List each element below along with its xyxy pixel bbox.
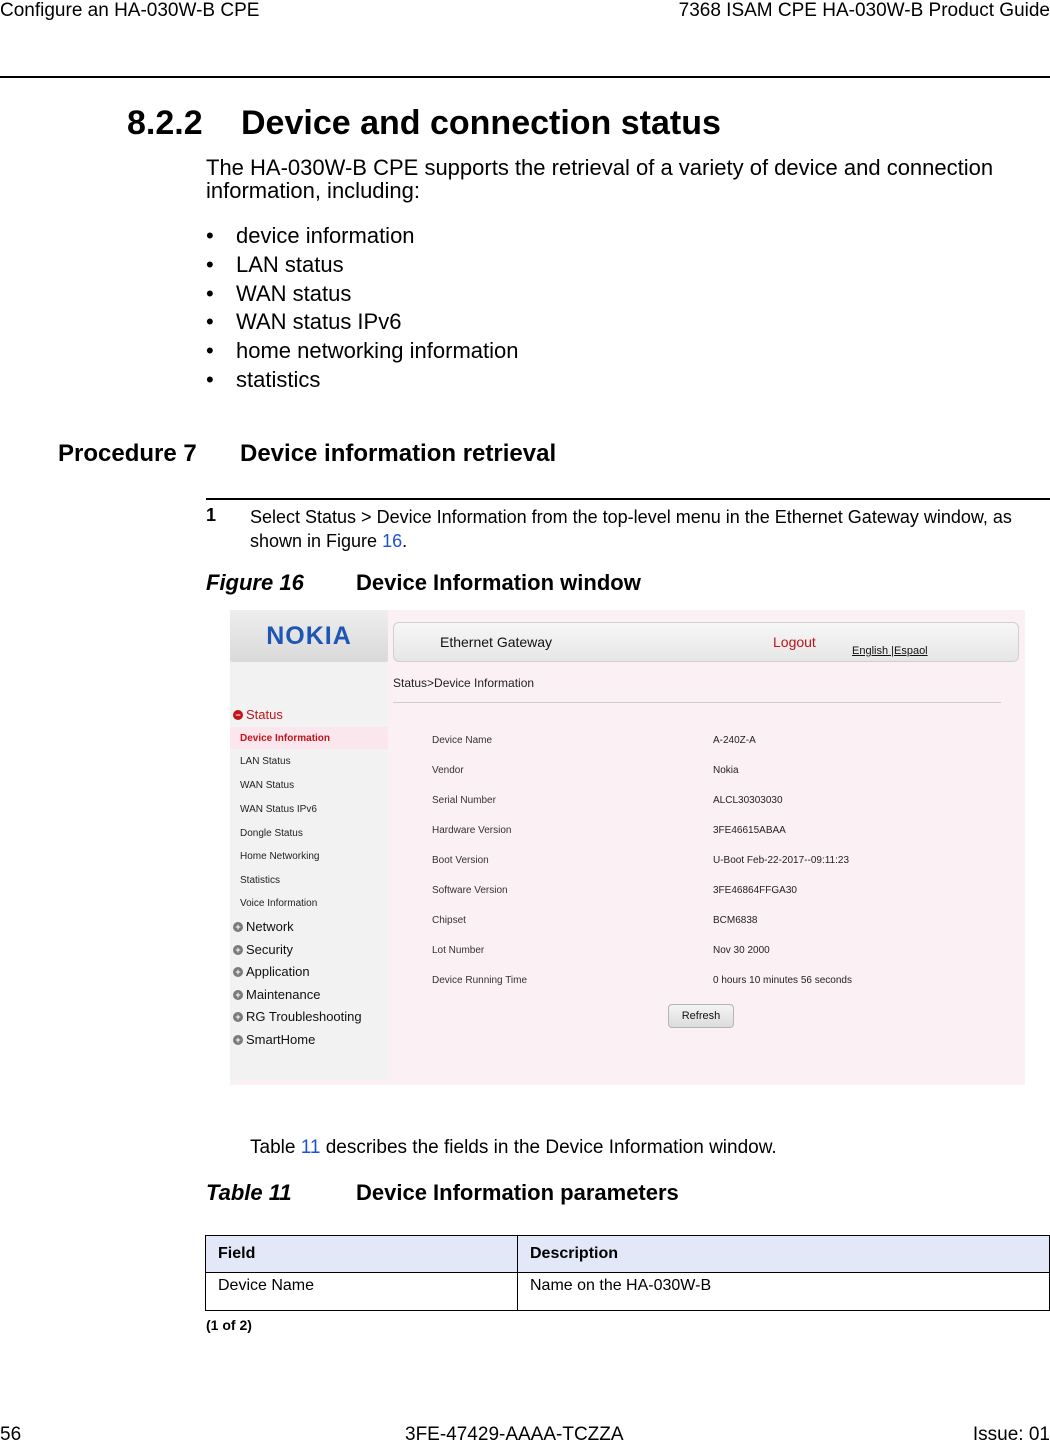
bullet-icon: • xyxy=(206,338,214,364)
logo-panel xyxy=(230,610,388,662)
field-value: 0 hours 10 minutes 56 seconds xyxy=(713,975,852,986)
refresh-button[interactable]: Refresh xyxy=(668,1004,734,1028)
header-rule xyxy=(0,76,1050,78)
sidebar-group-rg-troubleshooting[interactable]: + RG Troubleshooting xyxy=(233,1009,362,1024)
gateway-title: Ethernet Gateway xyxy=(440,634,553,650)
field-value: U-Boot Feb-22-2017--09:11:23 xyxy=(713,855,850,866)
field-label: Vendor xyxy=(432,765,464,776)
list-item: • home networking information xyxy=(206,337,518,366)
footer-doc-id: 3FE-47429-AAAA-TCZZA xyxy=(405,1424,624,1445)
sidebar-group-security[interactable]: + Security xyxy=(233,942,293,957)
parameters-table xyxy=(205,1235,1050,1311)
list-item: • WAN status xyxy=(206,280,518,309)
sidebar-group-network[interactable]: + Network xyxy=(233,919,294,934)
table-reference: Table 11 describes the fields in the Device Information window. xyxy=(250,1137,777,1158)
step-number: 1 xyxy=(206,505,217,525)
sidebar-item-home-networking[interactable]: Home Networking xyxy=(240,851,320,862)
footer-page-number: 56 xyxy=(0,1424,22,1445)
field-label: Serial Number xyxy=(432,795,496,806)
expand-icon: + xyxy=(233,967,243,977)
list-item: • device information xyxy=(206,222,518,251)
breadcrumb-rule xyxy=(393,702,1001,703)
collapse-icon: − xyxy=(233,710,243,720)
sidebar-item-device-information[interactable]: Device Information xyxy=(240,733,331,744)
sidebar-item-lan-status[interactable]: LAN Status xyxy=(240,756,291,767)
expand-icon: + xyxy=(233,990,243,1000)
list-item: • WAN status IPv6 xyxy=(206,308,518,337)
table-header-row xyxy=(206,1236,1050,1273)
expand-icon: + xyxy=(233,922,243,932)
list-item: • LAN status xyxy=(206,251,518,280)
bullet-icon: • xyxy=(206,366,214,392)
footer-issue: Issue: 01 xyxy=(972,1424,1050,1445)
table-row xyxy=(206,1273,1050,1311)
field-value: BCM6838 xyxy=(713,915,758,926)
section-title: Device and connection status xyxy=(241,104,721,142)
bullet-icon: • xyxy=(206,251,214,277)
field-value: A-240Z-A xyxy=(713,735,756,746)
sidebar-item-voice-information[interactable]: Voice Information xyxy=(240,898,318,909)
breadcrumb: Status>Device Information xyxy=(393,676,535,690)
field-value: 3FE46615ABAA xyxy=(713,825,786,836)
procedure-title: Device information retrieval xyxy=(240,440,557,467)
field-label: Lot Number xyxy=(432,945,485,956)
section-number: 8.2.2 xyxy=(127,104,203,142)
list-item: • statistics xyxy=(206,366,518,395)
sidebar-item-wan-status-ipv6[interactable]: WAN Status IPv6 xyxy=(240,804,317,815)
field-value: Nov 30 2000 xyxy=(713,945,770,956)
feature-list xyxy=(206,222,518,395)
table-page-indicator: (1 of 2) xyxy=(206,1317,252,1333)
language-links[interactable]: English |Espaol xyxy=(852,645,928,657)
header-right: 7368 ISAM CPE HA-030W-B Product Guide xyxy=(678,0,1050,21)
bullet-icon: • xyxy=(206,309,214,335)
expand-icon: + xyxy=(233,1035,243,1045)
device-info-screenshot xyxy=(230,610,1025,1085)
logout-link[interactable]: Logout xyxy=(773,634,816,650)
table-link[interactable]: 11 xyxy=(300,1137,321,1158)
field-label: Device Running Time xyxy=(432,975,528,986)
expand-icon: + xyxy=(233,1012,243,1022)
sidebar-group-maintenance[interactable]: + Maintenance xyxy=(233,987,320,1002)
sidebar-item-wan-status[interactable]: WAN Status xyxy=(240,780,295,791)
field-label: Chipset xyxy=(432,915,466,926)
table-label: Table 11 xyxy=(206,1180,292,1205)
field-label: Hardware Version xyxy=(432,825,512,836)
procedure-rule xyxy=(206,498,1050,500)
figure-link[interactable]: 16 xyxy=(382,531,403,551)
bullet-icon: • xyxy=(206,223,214,248)
field-label: Software Version xyxy=(432,885,508,896)
header-left: Configure an HA-030W-B CPE xyxy=(0,0,260,21)
field-value: Nokia xyxy=(713,765,739,776)
intro-paragraph: The HA-030W-B CPE supports the retrieval of a variety of device and connection information, including: xyxy=(206,155,994,203)
sidebar-group-smarthome[interactable]: + SmartHome xyxy=(233,1032,315,1047)
figure-title: Device Information window xyxy=(356,570,641,595)
table-title: Device Information parameters xyxy=(356,1180,679,1205)
nokia-logo: NOKIA xyxy=(266,622,352,650)
procedure-label: Procedure 7 xyxy=(58,440,197,467)
field-value: ALCL30303030 xyxy=(713,795,783,806)
figure-label: Figure 16 xyxy=(206,570,304,595)
field-label: Boot Version xyxy=(432,855,489,866)
sidebar-item-dongle-status[interactable]: Dongle Status xyxy=(240,828,303,839)
bullet-icon: • xyxy=(206,280,214,306)
sidebar-group-application[interactable]: + Application xyxy=(233,964,310,979)
field-value: 3FE46864FFGA30 xyxy=(713,885,797,896)
sidebar-group-status[interactable]: − Status xyxy=(233,707,283,722)
table-cell: Name on the HA-030W-B xyxy=(518,1273,1050,1311)
column-header: Description xyxy=(518,1236,1050,1273)
table-cell: Device Name xyxy=(206,1273,518,1311)
sidebar-item-statistics[interactable]: Statistics xyxy=(240,875,281,886)
step-text: Select Status > Device Information from the top-level menu in the Ethernet Gateway window, as shown in Figure 16. xyxy=(250,507,1012,551)
column-header: Field xyxy=(206,1236,518,1273)
expand-icon: + xyxy=(233,945,243,955)
field-label: Device Name xyxy=(432,735,493,746)
